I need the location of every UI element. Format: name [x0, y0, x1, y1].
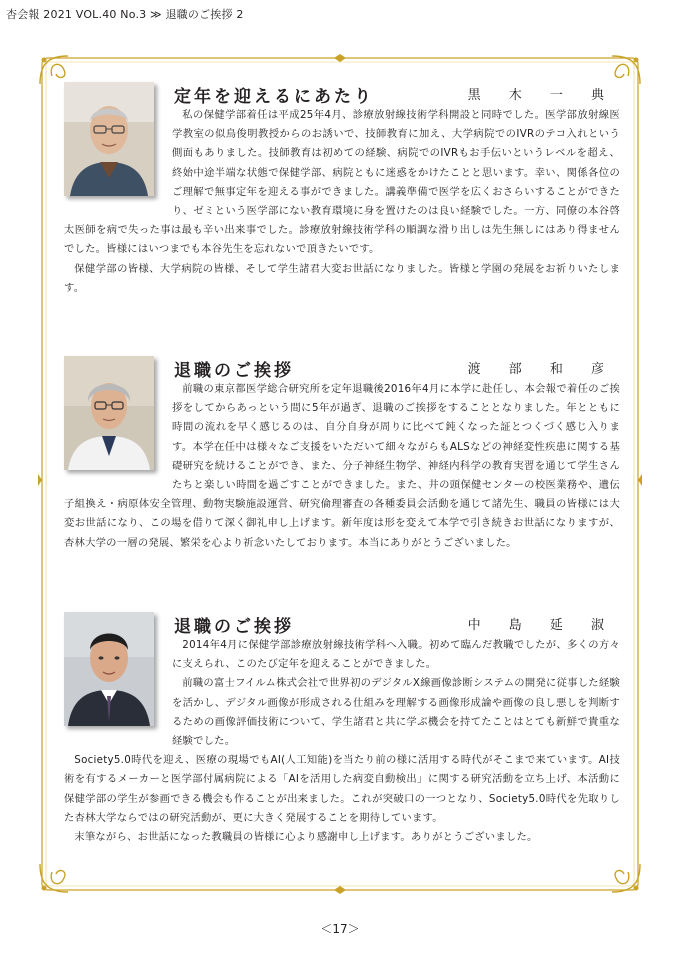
article-kuroki — [64, 82, 620, 332]
page-header: 杏会報 2021 VOL.40 No.3 ≫ 退職のご挨拶 2 — [6, 8, 244, 21]
article-title: 退職のご挨拶 — [174, 617, 294, 637]
paragraph: 前職の富士フイルム株式会社で世界初のデジタルX線画像診断システムの開発に従事した経験を活かし、デジタル画像が形成される仕組みを理解する画像形成論や画像の良し悪しを判断するための画像評価技術について、学生諸君と共に学ぶ機会を持てたことはとても新鮮で貴重な経験でした。 — [172, 677, 620, 748]
article-title: 退職のご挨拶 — [174, 361, 294, 381]
article-author: 黒 木 一 典 — [467, 88, 616, 103]
article-nakajima — [64, 612, 620, 882]
article-watanabe — [64, 356, 620, 596]
paragraph: 末筆ながら、お世話になった教職員の皆様に心より感謝申し上げます。ありがとうございました。 — [74, 831, 538, 844]
paragraph: 保健学部の皆様、大学病院の皆様、そして学生諸君大変お世話になりました。皆様と学園の発展をお祈りいたします。 — [64, 262, 620, 294]
paragraph: 前職の東京都医学総合研究所を定年退職後2016年4月に本学に赴任し、本会報で着任のご挨拶をしてからあっという間に5年が過ぎ、退職のご挨拶をすることとなりました。年とともに時間の流れを早く感じるのは、自分自身が周りに比べて鈍くなった証とつくづく感じ入ります。本学在任中は様々なご支援をいただいて細々ながらもALSなどの神経変性疾患に関する基礎研究を続けることができ、また、分子神経生物学、神経内科学の教育実習を通じて学生さんたちと楽しい時間を過ごすことができました。また、井の頭保健センターの校医業務や、遺伝子組換え・病原体安全管理、動物実験施設運営、研究倫理審査の各種委員会活動を通じて諸先生、職員の皆様には大変お世話になり、この場を借りて深く御礼申し上げます。新年度は形を変えて本学で引き続きお世話になりますが、杏林大学の一層の発展、繁栄を心より祈念いたしております。本当にありがとうございました。 — [64, 383, 620, 549]
article-author: 渡 部 和 彦 — [467, 362, 616, 377]
article-title: 定年を迎えるにあたり — [174, 87, 374, 107]
page-number: ＜17＞ — [320, 922, 360, 936]
paragraph: 2014年4月に保健学部診療放射線技術学科へ入職。初めて臨んだ教職でしたが、多くの方々に支えられ、このたび定年を迎えることができました。 — [172, 639, 620, 671]
article-body — [64, 636, 620, 847]
paragraph: Society5.0時代を迎え、医療の現場でもAI(人工知能)を当たり前の様に活用する時代がそこまで来ています。AI技術を有するメーカーと医学部付属病院による「AIを活用した病変自動検出」に関する研究活動を立ち上げ、本活動に保健学部の学生が参画できる機会も作ることが出来ました。これが突破口の一つとなり、Society5.0時代を先取りした杏林大学ならではの研究活動が、更に大きく発展することを期待しています。 — [64, 754, 620, 824]
article-body — [64, 380, 620, 553]
article-body — [64, 106, 620, 298]
paragraph: 私の保健学部着任は平成25年4月、診療放射線技術学科開設と同時でした。医学部放射線医学教室の似鳥俊明教授からのお誘いで、技師教育に加え、大学病院でのIVRのテコ入れという側面もありました。技師教育は初めての経験、病院でのIVRもお手伝いというレベルを超え、終始中途半端な状態で保健学部、病院ともに迷惑をかけたことと思います。幸い、関係各位のご理解で無事定年を迎える事ができました。講義準備で医学を広くおさらいすることができたり、ゼミという医学部にない教育環境に身を置けたのは良い経験でした。一方、同僚の本谷啓太医師を病で失った事は最も辛い出来事でした。診療放射線技術学科の順調な滑り出しは先生無しにはあり得ませんでした。皆様にはいつまでも本谷先生を忘れないで頂きたいです。 — [64, 109, 620, 256]
article-author: 中 島 延 淑 — [467, 618, 616, 633]
